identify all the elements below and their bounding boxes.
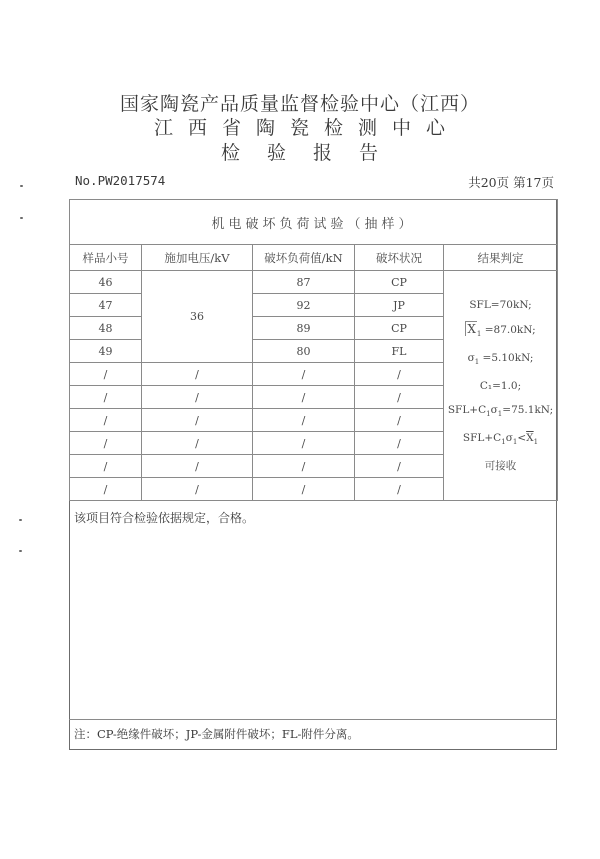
test-table <box>69 199 558 501</box>
verdict-compare: $SFL+C_1\sigma_1<\overline{X}_1$ <box>462 432 539 447</box>
sample-id: 48 <box>70 317 142 340</box>
column-header: 破坏负荷值/kN <box>253 245 355 271</box>
load-value: / <box>253 409 355 432</box>
failure-status: CP <box>355 271 444 294</box>
column-header: 结果判定 <box>444 245 558 271</box>
verdict-sigma: $\sigma_1 =5.10kN$; <box>467 351 534 366</box>
load-value: / <box>253 432 355 455</box>
header-line-1: 国家陶瓷产品质量监督检验中心（江西） <box>119 93 480 115</box>
failure-status: JP <box>355 294 444 317</box>
load-value: / <box>253 478 355 501</box>
conclusion-text: 该项目符合检验依据规定，合格。 <box>74 511 255 525</box>
verdict-sfl-plus: $SFL+C_1\sigma_1=75.1kN$; <box>447 404 554 419</box>
table-caption: 机电破坏负荷试验（抽样） <box>70 200 558 245</box>
scan-speck <box>20 185 23 187</box>
verdict-mean-value: =87.0kN; <box>484 323 536 336</box>
header-line-3: 检验报告 <box>220 142 405 164</box>
report-header <box>0 92 600 166</box>
verdict-cell <box>444 271 558 501</box>
header-line-2: 江西省陶瓷检测中心 <box>153 117 460 139</box>
verdict-sfl: SFL=70kN; <box>469 298 532 311</box>
verdict-sigma-value: =5.10kN; <box>482 351 534 364</box>
load-value: 92 <box>253 294 355 317</box>
verdict-accept: 可接收 <box>484 460 517 473</box>
sample-id: / <box>70 363 142 386</box>
page-info: 共20页 第17页 <box>468 175 554 190</box>
sample-id: / <box>70 386 142 409</box>
verdict-mean: $X_1 =87.0kN$; <box>467 321 536 338</box>
voltage-value: / <box>142 363 253 386</box>
failure-status: / <box>355 409 444 432</box>
column-header: 样品小号 <box>70 245 142 271</box>
failure-status: / <box>355 455 444 478</box>
verdict-sfl-plus-value: =75.1kN; <box>502 404 554 416</box>
failure-status: / <box>355 478 444 501</box>
scan-speck <box>20 217 23 219</box>
sample-id: / <box>70 455 142 478</box>
failure-status: / <box>355 432 444 455</box>
report-number: No.PW2017574 <box>75 173 166 188</box>
sample-id: / <box>70 478 142 501</box>
load-value: 80 <box>253 340 355 363</box>
table-row <box>70 271 558 294</box>
sample-id: / <box>70 409 142 432</box>
sample-id: 49 <box>70 340 142 363</box>
voltage-value: / <box>142 455 253 478</box>
sample-id: / <box>70 432 142 455</box>
failure-status: / <box>355 363 444 386</box>
load-value: / <box>253 455 355 478</box>
column-header: 施加电压/kV <box>142 245 253 271</box>
voltage-value: / <box>142 409 253 432</box>
sample-id: 47 <box>70 294 142 317</box>
failure-status: FL <box>355 340 444 363</box>
column-header: 破坏状况 <box>355 245 444 271</box>
voltage-value: / <box>142 478 253 501</box>
scan-speck <box>19 519 22 521</box>
legend-note: 注：CP-绝缘件破坏；JP-金属附件破坏；FL-附件分离。 <box>74 727 359 741</box>
note-divider <box>69 719 557 720</box>
scan-speck <box>19 550 22 552</box>
load-value: 89 <box>253 317 355 340</box>
voltage-value: / <box>142 432 253 455</box>
table-header-row <box>70 245 558 271</box>
load-value: 87 <box>253 271 355 294</box>
verdict-c1: C₁=1.0; <box>479 380 522 392</box>
voltage-cell: 36 <box>142 271 253 363</box>
sample-id: 46 <box>70 271 142 294</box>
voltage-value: / <box>142 386 253 409</box>
load-value: / <box>253 386 355 409</box>
failure-status: CP <box>355 317 444 340</box>
load-value: / <box>253 363 355 386</box>
failure-status: / <box>355 386 444 409</box>
